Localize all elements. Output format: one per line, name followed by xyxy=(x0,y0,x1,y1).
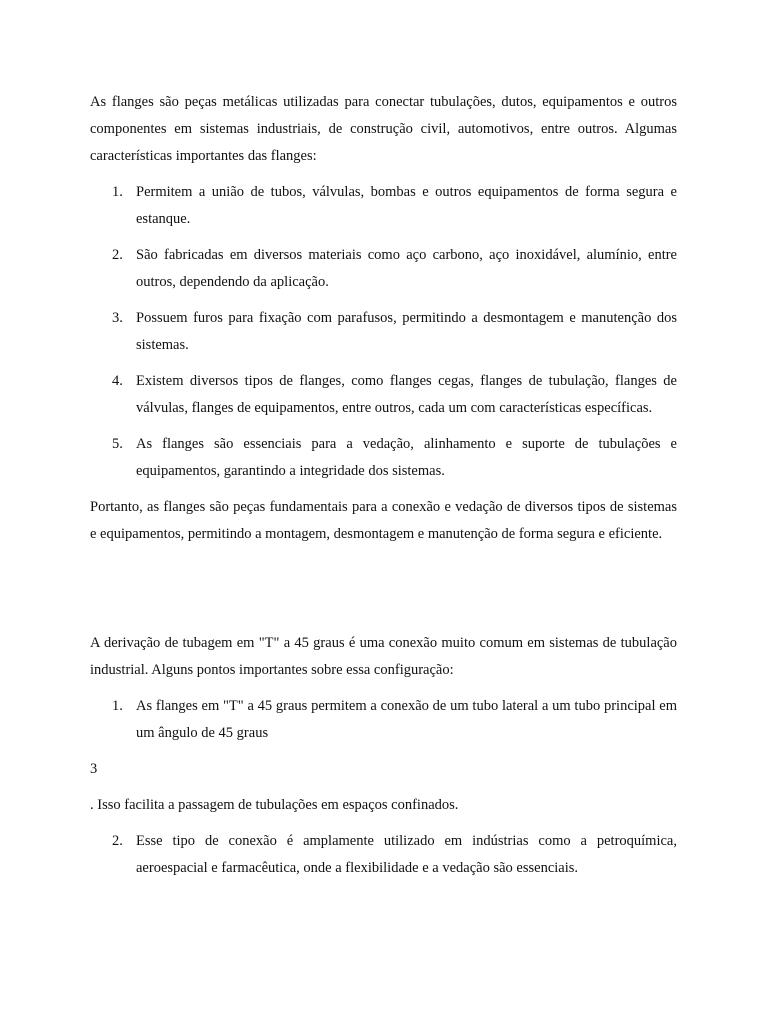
section-spacer xyxy=(90,548,677,630)
list-item xyxy=(90,368,677,422)
tee-intro-paragraph: A derivação de tubagem em "T" a 45 graus é uma conexão muito comum em sistemas de tubulação industrial. Alguns pontos importantes sobre essa configuração: xyxy=(90,635,677,678)
list-item-number: 3. xyxy=(112,310,123,326)
list-item-number: 1. xyxy=(112,698,123,714)
tee-list-first xyxy=(90,693,677,747)
conclusion-paragraph: Portanto, as flanges são peças fundamentais para a conexão e vedação de diversos tipos de sistemas e equipamentos, permitindo a montagem, desmontagem e manutenção de forma segura e eficiente. xyxy=(90,499,677,542)
list-item-number: 2. xyxy=(112,247,123,263)
list-item-text: Possuem furos para fixação com parafusos, permitindo a desmontagem e manutenção dos sistemas. xyxy=(136,310,677,353)
list-item-text: Permitem a união de tubos, válvulas, bombas e outros equipamentos de forma segura e estanque. xyxy=(136,184,677,227)
tee-list-second xyxy=(90,828,677,882)
intro-paragraph: As flanges são peças metálicas utilizadas para conectar tubulações, dutos, equipamentos e outros componentes em sistemas industriais, de construção civil, automotivos, entre outros. Algumas características importantes das flanges: xyxy=(90,94,677,164)
characteristics-list xyxy=(90,179,677,485)
footnote-marker: 3 xyxy=(90,761,98,777)
list-item-text: As flanges em "T" a 45 graus permitem a conexão de um tubo lateral a um tubo principal em um ângulo de 45 graus xyxy=(136,698,677,741)
document-page xyxy=(90,89,677,891)
list-item-number: 4. xyxy=(112,373,123,389)
list-item-text: Esse tipo de conexão é amplamente utilizado em indústrias como a petroquímica, aeroespacial e farmacêutica, onde a flexibilidade e a vedação são essenciais. xyxy=(136,833,677,876)
list-item xyxy=(90,431,677,485)
list-item-text: São fabricadas em diversos materiais como aço carbono, aço inoxidável, alumínio, entre outros, dependendo da aplicação. xyxy=(136,247,677,290)
list-item-number: 5. xyxy=(112,436,123,452)
list-item xyxy=(90,305,677,359)
list-item xyxy=(90,828,677,882)
list-item xyxy=(90,693,677,747)
list-item-text: As flanges são essenciais para a vedação, alinhamento e suporte de tubulações e equipamentos, garantindo a integridade dos sistemas. xyxy=(136,436,677,479)
list-item-number: 1. xyxy=(112,184,123,200)
list-item-text: Existem diversos tipos de flanges, como flanges cegas, flanges de tubulação, flanges de válvulas, flanges de equipamentos, entre outros, cada um com características específicas. xyxy=(136,373,677,416)
list-item-number: 2. xyxy=(112,833,123,849)
list-item xyxy=(90,242,677,296)
continuation-text: . Isso facilita a passagem de tubulações em espaços confinados. xyxy=(90,797,459,813)
list-item xyxy=(90,179,677,233)
